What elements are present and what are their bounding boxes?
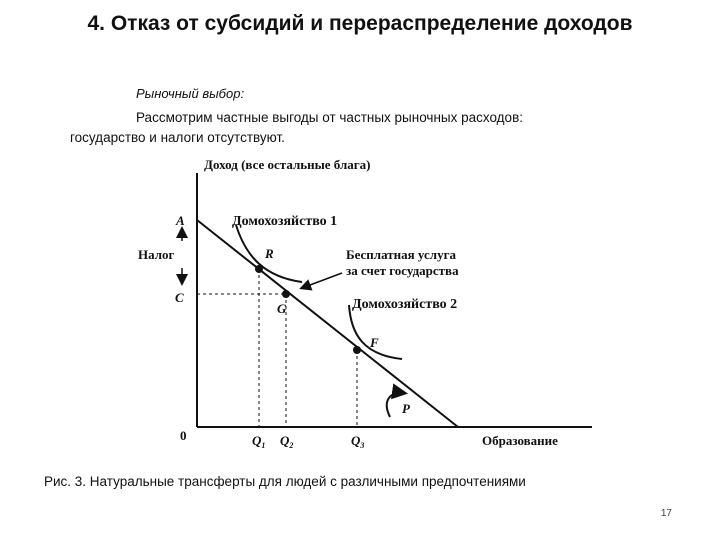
- point-r: [255, 265, 263, 273]
- page-number: 17: [660, 508, 672, 519]
- household-2-label: Домохозяйство 2: [352, 297, 458, 312]
- point-c-label: C: [175, 290, 184, 305]
- body-text: [70, 108, 656, 148]
- point-f-label: F: [370, 335, 379, 350]
- free-service-label-line-1: Бесплатная услуга: [346, 247, 456, 262]
- point-p-label: P: [402, 401, 410, 416]
- point-g-label: G: [277, 301, 287, 316]
- slide-title: 4. Отказ от субсидий и перераспределение доходов: [87, 12, 633, 35]
- q1-label: $Q_1$: [252, 433, 266, 450]
- tax-label: Налог: [138, 247, 175, 262]
- x-axis-label: Образование: [482, 433, 558, 448]
- origin-label: 0: [180, 428, 187, 443]
- budget-constraint-diagram: [120, 155, 620, 455]
- body-text-line-2: государство и налоги отсутствуют.: [70, 130, 285, 145]
- point-r-label: R: [265, 246, 274, 261]
- point-a-label: A: [176, 213, 185, 228]
- point-f: [353, 346, 361, 354]
- subtitle-market-choice: Рыночный выбор:: [136, 86, 245, 101]
- q3-label: $Q_3$: [351, 433, 365, 450]
- q2-label: $Q_2$: [280, 433, 294, 450]
- household-1-label: Домохозяйство 1: [232, 214, 338, 229]
- y-axis-label: Доход (все остальные блага): [204, 157, 371, 172]
- figure-caption: Рис. 3. Натуральные трансферты для людей с различными предпочтениями: [44, 474, 526, 489]
- free-service-label-line-2: за счет государства: [346, 263, 459, 278]
- body-text-line-1: Рассмотрим частные выгоды от частных рыночных расходов:: [136, 110, 523, 125]
- free-service-arrow: [302, 273, 342, 288]
- point-g: [282, 290, 290, 298]
